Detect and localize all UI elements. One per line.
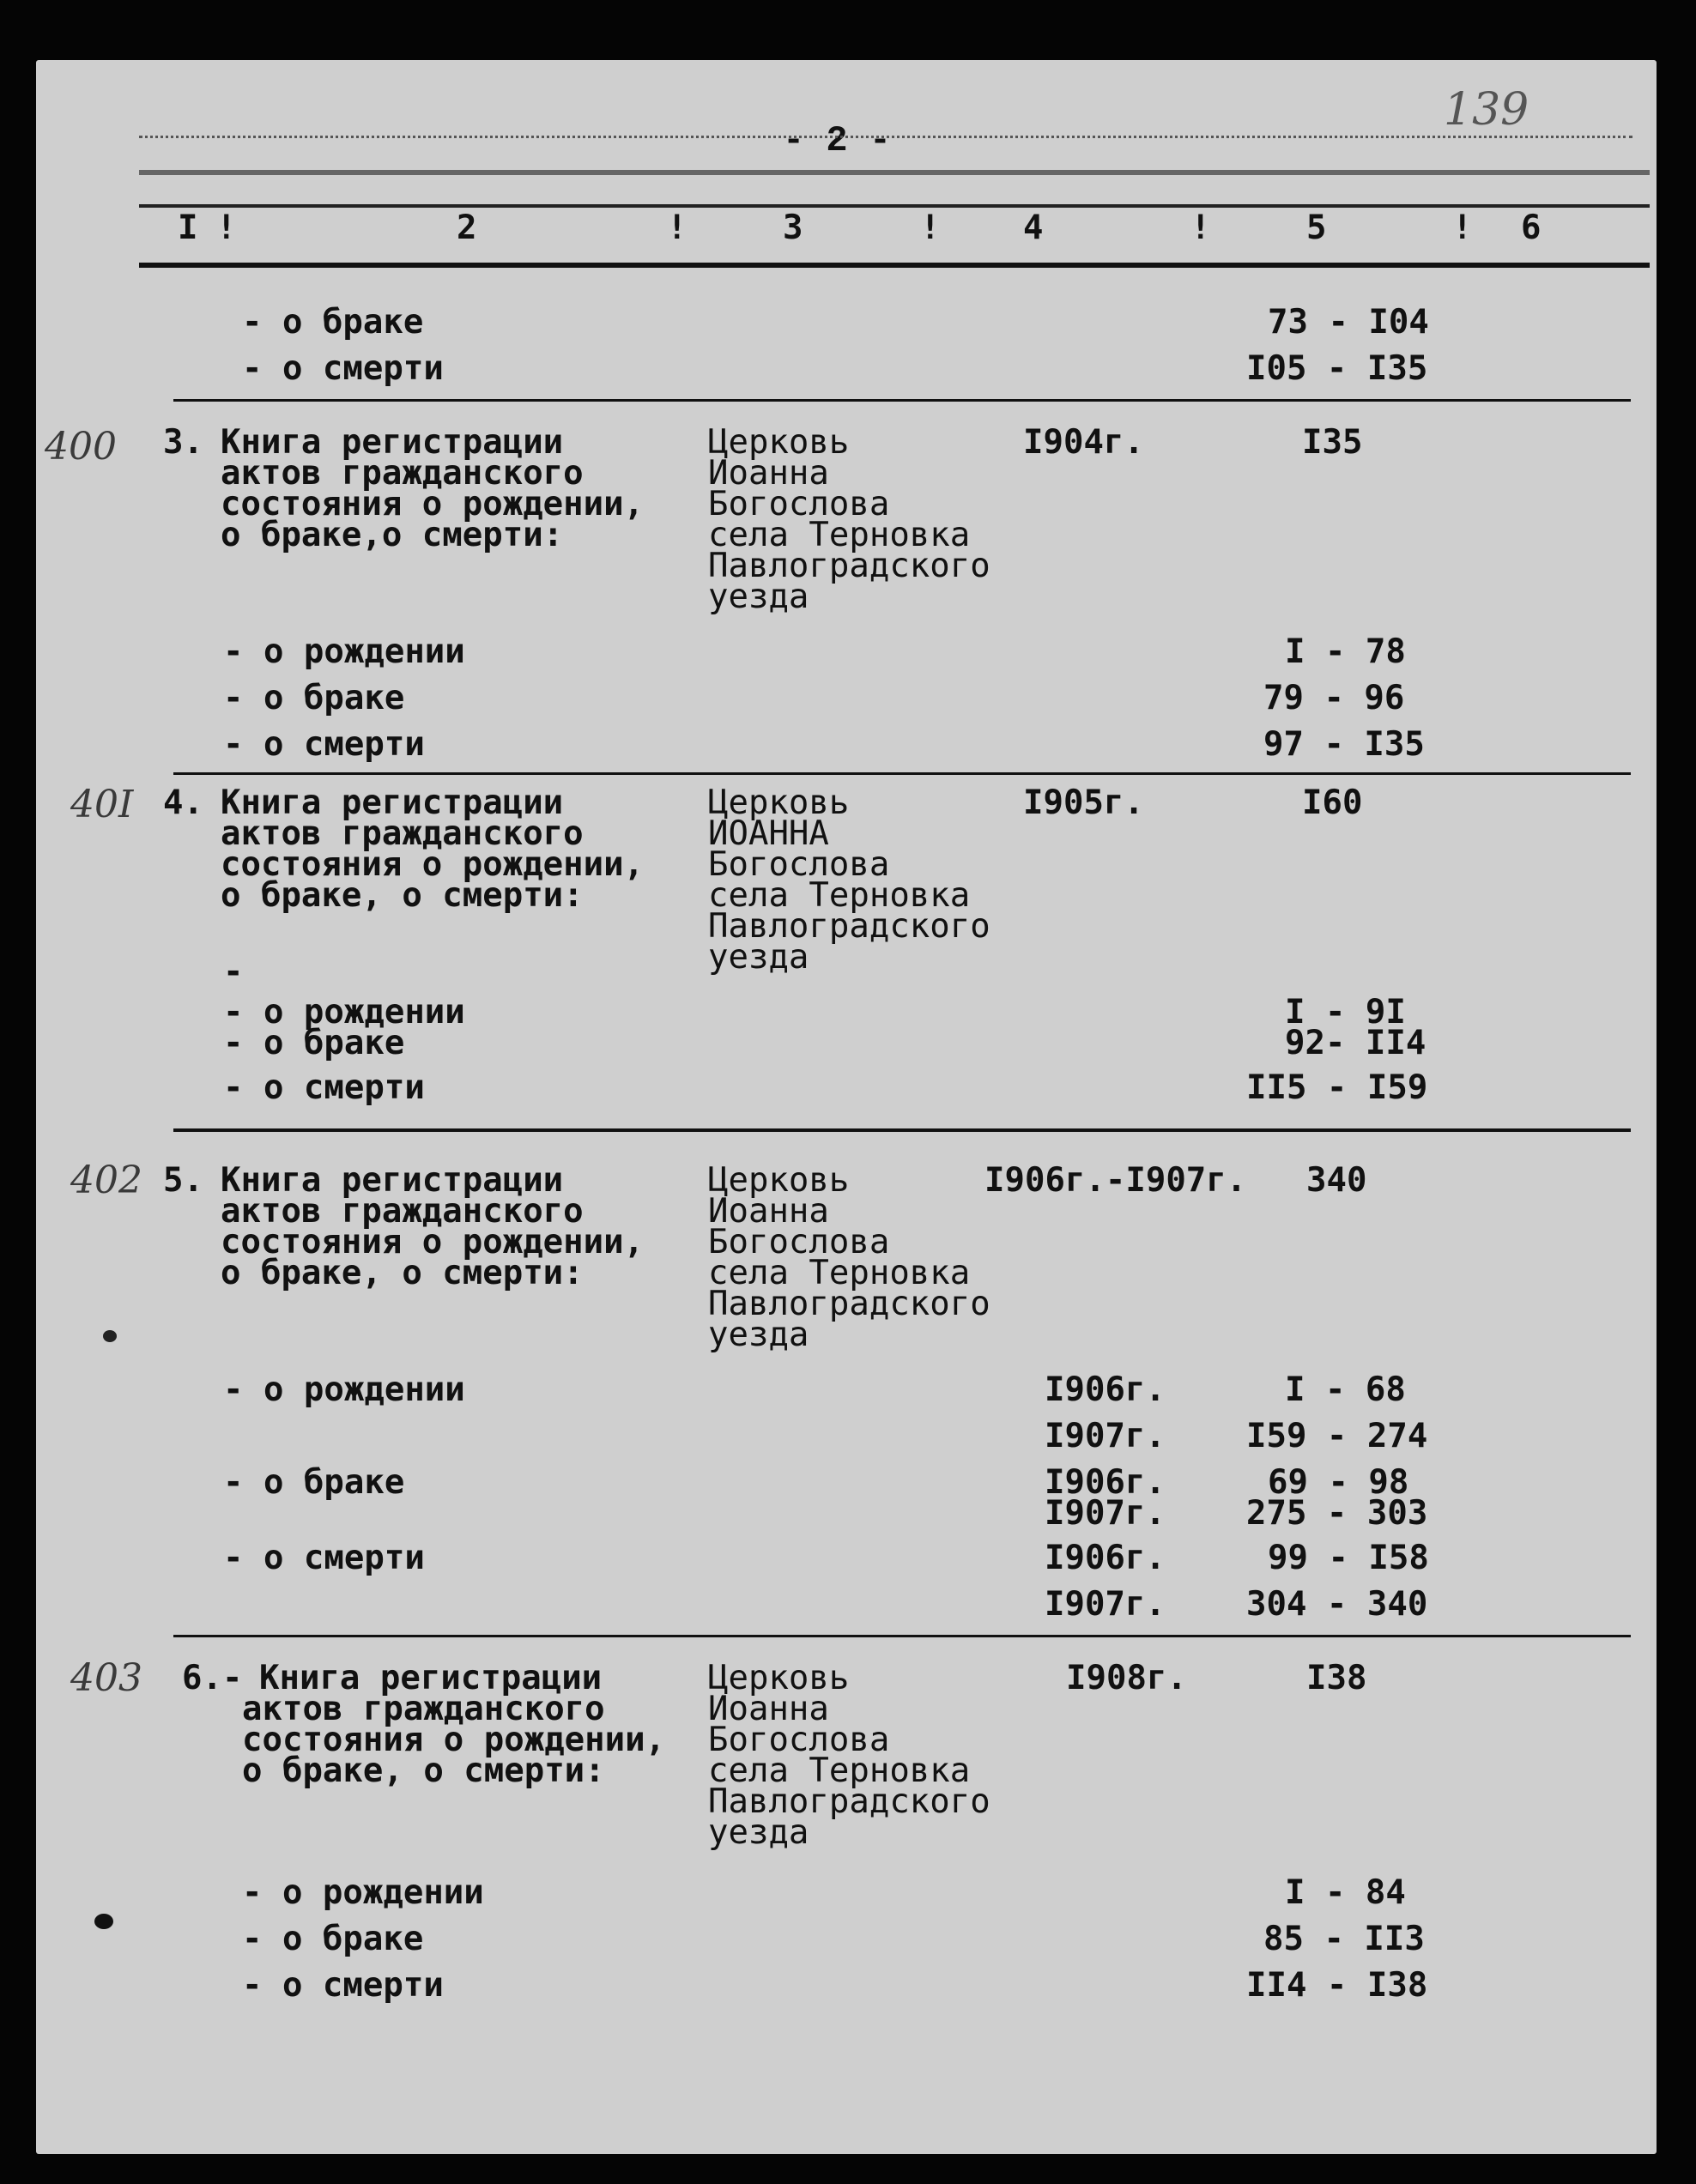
entry-title-line: состояния о рождении,: [221, 1223, 645, 1261]
entry-sheets: 340: [1306, 1161, 1367, 1200]
church-line: Павлоградского: [708, 1285, 990, 1323]
entry-title-line: о браке,о смерти:: [221, 516, 564, 554]
item-range: I - 68: [1285, 1370, 1406, 1409]
header-sep: !: [216, 209, 237, 247]
church-line: ИОАННА: [708, 814, 829, 853]
entry-title-line: актов гражданского: [221, 814, 584, 853]
item-year: I907г.: [1045, 1417, 1166, 1455]
church-line: Павлоградского: [708, 547, 990, 585]
item-year: I907г.: [1045, 1494, 1166, 1533]
item-range: 99 - I58: [1268, 1539, 1429, 1577]
stamp-number: 139: [1444, 84, 1529, 136]
extra-dash: -: [223, 953, 244, 991]
header-col-6: 6: [1521, 209, 1542, 247]
church-line: Богослова: [708, 1223, 890, 1261]
entry-title-line: о браке, о смерти:: [221, 1254, 584, 1292]
entry-title-line: Книга регистрации: [221, 783, 564, 822]
entry-number: 5.: [163, 1161, 203, 1200]
item-label: - о рождении: [223, 632, 465, 671]
row-divider: [173, 399, 1631, 402]
item-label: - о рождении: [223, 1370, 465, 1409]
header-col-2: 2: [457, 209, 477, 247]
entry-title-line: актов гражданского: [242, 1690, 605, 1728]
entry-sheets: I38: [1306, 1659, 1367, 1697]
church-line: села Терновка: [708, 516, 971, 554]
item-label: - о рождении: [223, 993, 465, 1032]
header-sep: !: [1452, 209, 1473, 247]
church-line: Церковь: [708, 423, 850, 462]
item-range: I - 84: [1285, 1873, 1406, 1912]
item-year: I906г.: [1045, 1463, 1166, 1502]
row-divider: [173, 1128, 1631, 1132]
entry-year: I908г.: [1066, 1659, 1187, 1697]
church-line: уезда: [708, 938, 809, 977]
church-line: Церковь: [708, 1161, 850, 1200]
smeared-rule: [139, 170, 1650, 175]
item-year: I906г.: [1045, 1370, 1166, 1409]
entry-number: 4.: [163, 783, 203, 822]
item-range: II4 - I38: [1246, 1966, 1428, 2005]
entry-title-line: актов гражданского: [221, 1192, 584, 1231]
church-line: села Терновка: [708, 1751, 971, 1790]
item-range: 69 - 98: [1268, 1463, 1409, 1502]
church-line: Иоанна: [708, 1690, 829, 1728]
item-label: - о браке: [223, 679, 405, 717]
entry-sheets: I35: [1302, 423, 1363, 462]
item-range: 304 - 340: [1246, 1585, 1428, 1624]
row-divider: [173, 1635, 1631, 1637]
church-line: Церковь: [708, 1659, 850, 1697]
item-label: - о смерти: [242, 1966, 444, 2005]
archive-number: 403: [70, 1656, 142, 1700]
archive-number: 40I: [70, 783, 134, 826]
item-year: I907г.: [1045, 1585, 1166, 1624]
item-label: - о рождении: [242, 1873, 484, 1912]
archive-number: 402: [70, 1159, 142, 1202]
church-line: Церковь: [708, 783, 850, 822]
item-label: - о браке: [242, 1920, 424, 1958]
church-line: села Терновка: [708, 876, 971, 915]
entry-title-line: о браке, о смерти:: [221, 876, 584, 915]
header-bottom-rule: [139, 263, 1650, 268]
entry-title-line: Книга регистрации: [259, 1659, 603, 1697]
church-line: уезда: [708, 578, 809, 616]
header-sep: !: [920, 209, 941, 247]
header-sep: !: [667, 209, 687, 247]
item-label: - о браке: [223, 1024, 405, 1062]
church-line: Богослова: [708, 845, 890, 884]
page-number: - 2 -: [783, 120, 892, 161]
ink-dot: [103, 1330, 117, 1342]
church-line: Богослова: [708, 485, 890, 523]
church-line: Павлоградского: [708, 907, 990, 946]
item-year: I906г.: [1045, 1539, 1166, 1577]
row-divider: [173, 772, 1631, 775]
header-col-1: I: [178, 209, 198, 247]
entry-title-line: Книга регистрации: [221, 423, 564, 462]
continuation-label: - о смерти: [242, 349, 444, 388]
church-line: Павлоградского: [708, 1782, 990, 1821]
church-line: села Терновка: [708, 1254, 971, 1292]
item-range: I - 78: [1285, 632, 1406, 671]
item-range: I - 9I: [1285, 993, 1406, 1032]
church-line: уезда: [708, 1813, 809, 1852]
entry-year: I906г.-I907г.: [984, 1161, 1247, 1200]
entry-title-line: о браке, о смерти:: [242, 1751, 605, 1790]
entry-sheets: I60: [1302, 783, 1363, 822]
item-label: - о смерти: [223, 1068, 425, 1107]
item-label: - о смерти: [223, 725, 425, 764]
entry-number: 6.-: [182, 1659, 243, 1697]
entry-number: 3.: [163, 423, 203, 462]
entry-year: I904г.: [1023, 423, 1144, 462]
church-line: Богослова: [708, 1721, 890, 1759]
entry-title-line: состояния о рождении,: [242, 1721, 666, 1759]
header-col-3: 3: [783, 209, 803, 247]
item-label: - о смерти: [223, 1539, 425, 1577]
entry-title-line: Книга регистрации: [221, 1161, 564, 1200]
item-range: 85 - II3: [1263, 1920, 1425, 1958]
top-dotted-line: [139, 136, 1632, 138]
church-line: Иоанна: [708, 1192, 829, 1231]
church-line: уезда: [708, 1316, 809, 1354]
item-range: 79 - 96: [1263, 679, 1405, 717]
entry-year: I905г.: [1023, 783, 1144, 822]
header-sep: !: [1190, 209, 1211, 247]
item-range: I59 - 274: [1246, 1417, 1428, 1455]
item-range: 97 - I35: [1263, 725, 1425, 764]
item-range: II5 - I59: [1246, 1068, 1428, 1107]
item-range: 92- II4: [1285, 1024, 1426, 1062]
document-page: [36, 60, 1657, 2154]
ink-dot: [94, 1914, 113, 1929]
continuation-range: I05 - I35: [1246, 349, 1428, 388]
header-col-5: 5: [1306, 209, 1327, 247]
archive-number: 400: [45, 425, 117, 469]
continuation-range: 73 - I04: [1268, 303, 1429, 342]
item-label: - о браке: [223, 1463, 405, 1502]
entry-title-line: состояния о рождении,: [221, 485, 645, 523]
item-range: 275 - 303: [1246, 1494, 1428, 1533]
header-col-4: 4: [1023, 209, 1044, 247]
entry-title-line: состояния о рождении,: [221, 845, 645, 884]
church-line: Иоанна: [708, 454, 829, 493]
header-top-rule: [139, 204, 1650, 208]
entry-title-line: актов гражданского: [221, 454, 584, 493]
continuation-label: - о браке: [242, 303, 424, 342]
